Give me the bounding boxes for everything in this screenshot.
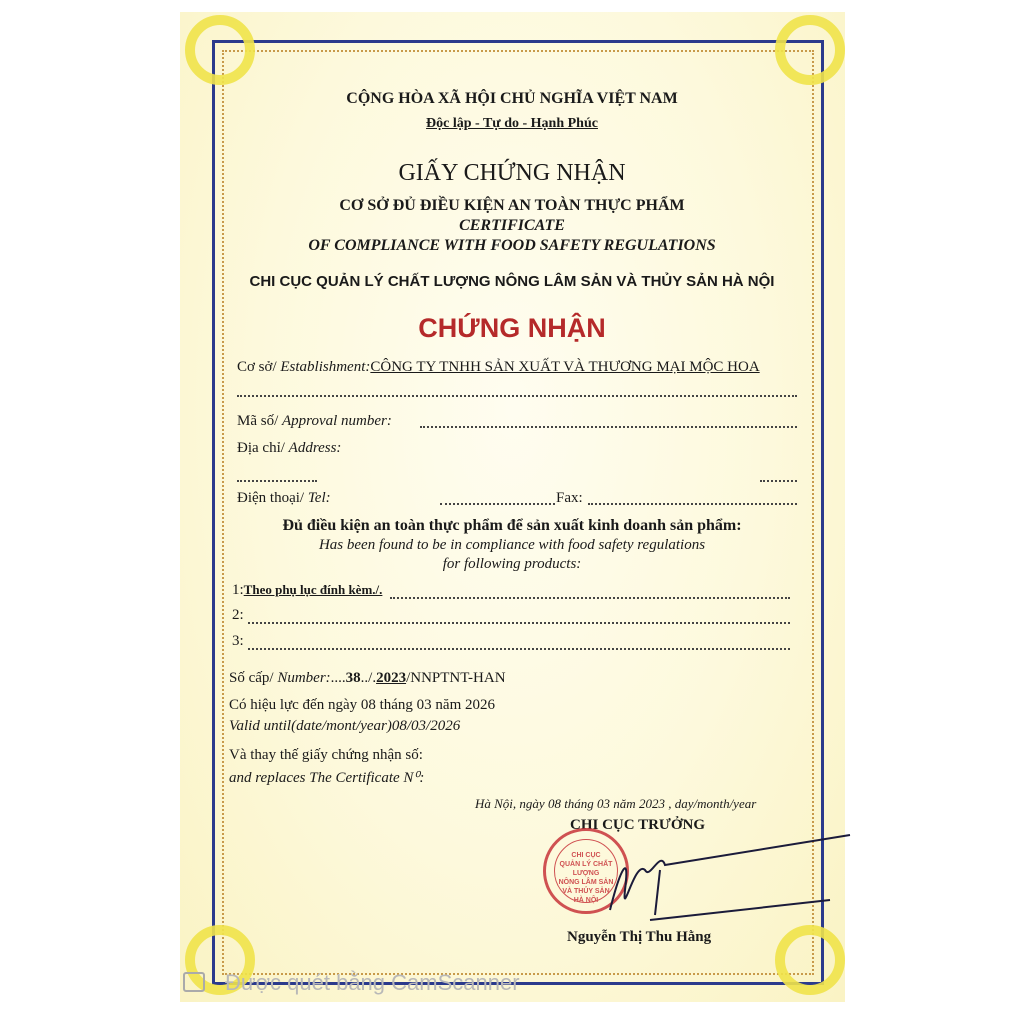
dotted-line bbox=[760, 480, 797, 482]
product-number: 3: bbox=[232, 633, 244, 649]
validity-vi: Có hiệu lực đến ngày 08 tháng 03 năm 2026 bbox=[229, 697, 496, 713]
label: Cơ sở/ bbox=[237, 359, 281, 375]
product-row bbox=[232, 633, 244, 650]
product-row bbox=[232, 582, 382, 599]
replaces-en: and replaces The Certificate N⁰: bbox=[229, 770, 425, 786]
label: Địa chỉ/ bbox=[237, 440, 289, 456]
dotted-line bbox=[390, 597, 790, 599]
stamp-text: NÔNG LÂM SẢN bbox=[558, 879, 614, 886]
label-en: Tel: bbox=[307, 490, 331, 506]
stamp-text: VÀ THỦY SẢN bbox=[562, 888, 610, 895]
dotted-line bbox=[588, 503, 797, 505]
number-suffix: /NNPTNT-HAN bbox=[406, 670, 506, 686]
number-seq: 38 bbox=[345, 670, 361, 686]
signer-name: Nguyễn Thị Thu Hằng bbox=[567, 929, 712, 945]
tel-row bbox=[237, 490, 331, 507]
product-number: 1: bbox=[232, 582, 244, 598]
product-number: 2: bbox=[232, 607, 244, 623]
label: Số cấp/ bbox=[229, 670, 278, 686]
dotted-line bbox=[237, 480, 317, 482]
subtitle-en-1: CERTIFICATE bbox=[459, 217, 565, 234]
statement-en-2: for following products: bbox=[442, 556, 582, 572]
label: Điện thoại/ bbox=[237, 490, 308, 506]
country-header: CỘNG HÒA XÃ HỘI CHỦ NGHĨA VIỆT NAM bbox=[346, 90, 678, 107]
document-title: GIẤY CHỨNG NHẬN bbox=[398, 160, 626, 186]
label-en: Address: bbox=[288, 440, 342, 456]
stamp-text: HÀ NỘI bbox=[573, 897, 599, 904]
subtitle-en-2: OF COMPLIANCE WITH FOOD SAFETY REGULATIONS bbox=[308, 237, 716, 254]
dotted-line bbox=[440, 503, 555, 505]
stamp-text: CHI CỤC bbox=[571, 852, 601, 859]
replaces-vi: Và thay thế giấy chứng nhận số: bbox=[229, 747, 423, 763]
issuer: CHI CỤC QUẢN LÝ CHẤT LƯỢNG NÔNG LÂM SẢN VÀ THỦY SẢN HÀ NỘI bbox=[249, 273, 775, 290]
label: Mã số/ bbox=[237, 413, 282, 429]
label-en: Number: bbox=[277, 670, 331, 686]
statement-en-1: Has been found to be in compliance with food safety regulations bbox=[318, 537, 706, 553]
dotted-line bbox=[237, 395, 797, 397]
approval-row bbox=[237, 413, 392, 430]
signer-title: CHI CỤC TRƯỞNG bbox=[570, 817, 706, 833]
dotted-line bbox=[248, 648, 790, 650]
corner-ornament bbox=[185, 15, 255, 85]
camscanner-icon bbox=[183, 972, 205, 992]
corner-ornament bbox=[775, 15, 845, 85]
dotted-line bbox=[248, 622, 790, 624]
motto: Độc lập - Tự do - Hạnh Phúc bbox=[426, 116, 598, 131]
dotted-line bbox=[420, 426, 797, 428]
product-row bbox=[232, 607, 244, 624]
number-row: Số cấp/ Number:....38../.2023/NNPTNT-HAN bbox=[229, 670, 506, 686]
place-date: Hà Nội, ngày 08 tháng 03 năm 2023 , day/month/year bbox=[475, 796, 757, 811]
certifies-heading: CHỨNG NHẬN bbox=[418, 313, 606, 343]
document-subtitle: CƠ SỞ ĐỦ ĐIỀU KIỆN AN TOÀN THỰC PHẨM bbox=[339, 197, 685, 214]
statement-vi: Đủ điều kiện an toàn thực phẩm để sản xuất kinh doanh sản phẩm: bbox=[282, 517, 742, 534]
number-year: 2023 bbox=[376, 670, 407, 686]
establishment-row bbox=[237, 359, 760, 376]
watermark: Được quét bằng CamScanner bbox=[225, 970, 520, 995]
signature bbox=[590, 830, 870, 940]
establishment-value: CÔNG TY TNHH SẢN XUẤT VÀ THƯƠNG MẠI MỘC HOA bbox=[370, 359, 760, 375]
validity-en: Valid until(date/mont/year)08/03/2026 bbox=[229, 718, 461, 734]
label-en: Establishment: bbox=[280, 359, 371, 375]
fax-label: Fax: bbox=[556, 490, 583, 506]
stamp-text: QUẢN LÝ CHẤT LƯỢNG bbox=[559, 861, 613, 877]
label-en: Approval number: bbox=[282, 413, 392, 429]
product-value: Theo phụ lục đính kèm./. bbox=[243, 582, 383, 597]
address-row bbox=[237, 440, 341, 457]
